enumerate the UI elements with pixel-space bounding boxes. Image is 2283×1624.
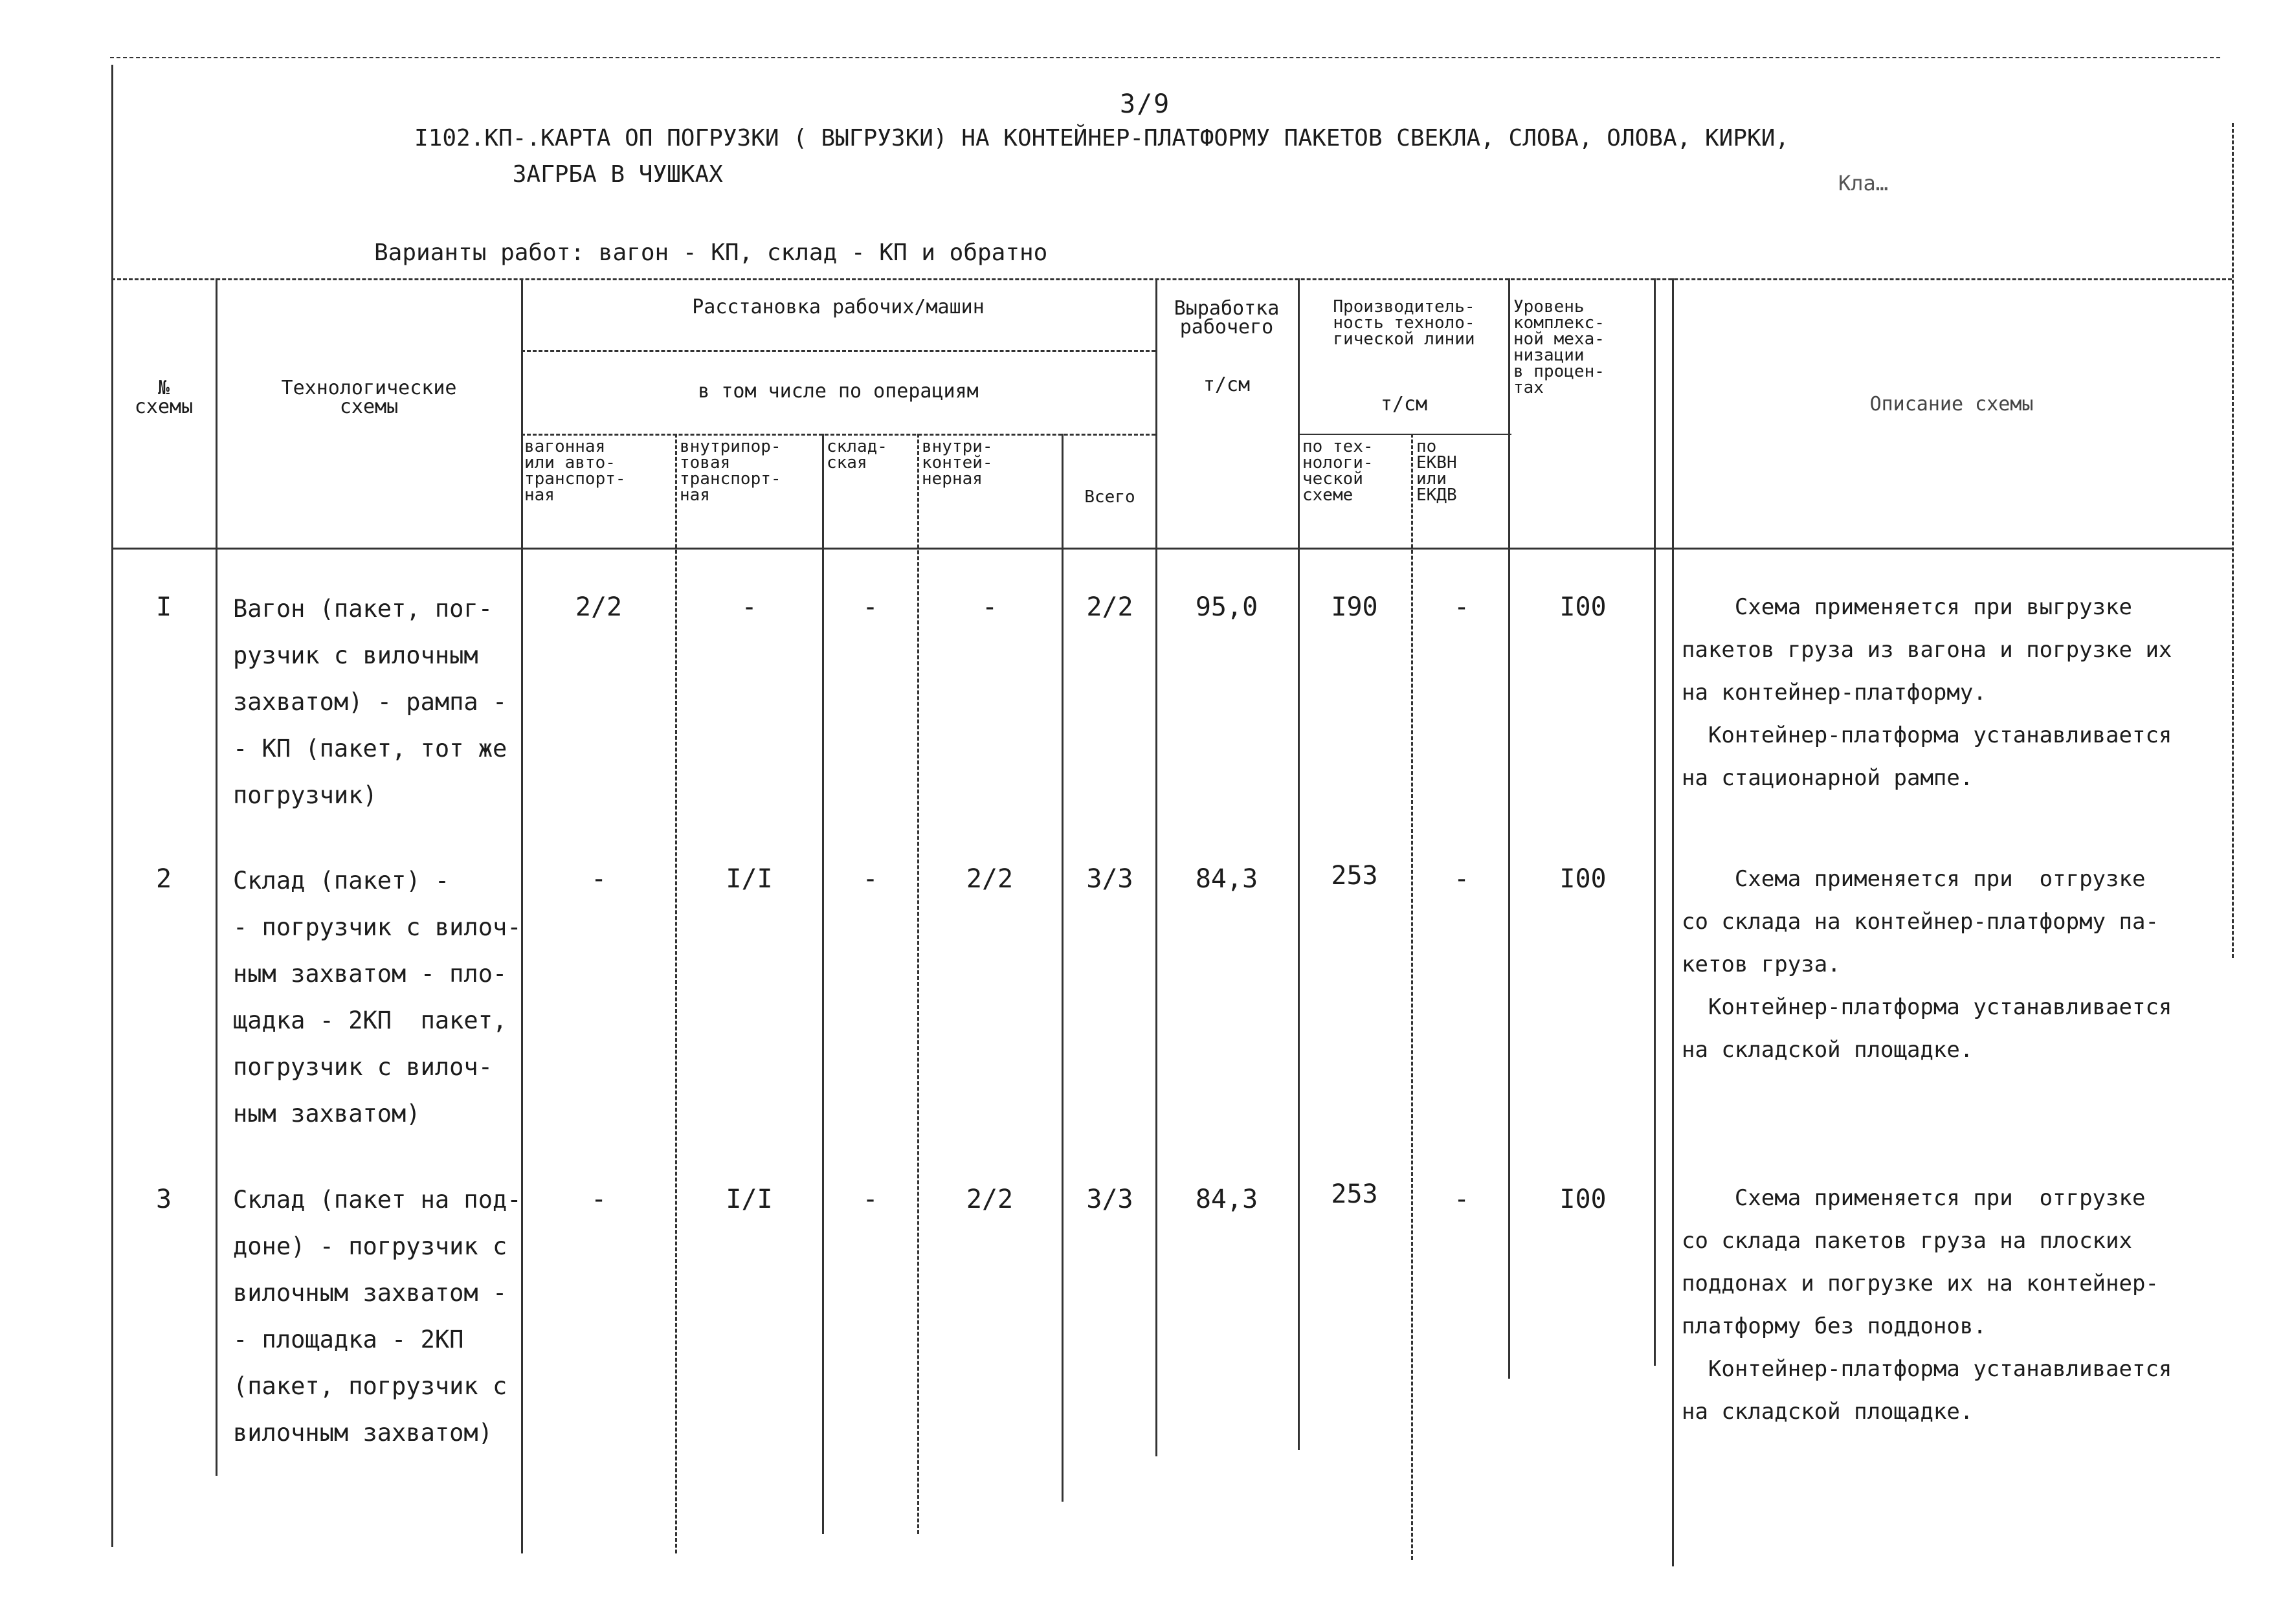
page-number: 3/9: [1120, 89, 1171, 119]
col-line-11: [1654, 278, 1656, 1366]
row1-intraport: -: [741, 592, 757, 622]
header-mid-line: [521, 350, 1155, 352]
row2-intracontainer: 2/2: [966, 864, 1014, 894]
header-intraport: внутрипор- товая транспорт- ная: [680, 437, 781, 505]
header-scheme-no: № схемы: [134, 377, 194, 418]
row1-prod-tech: I90: [1331, 592, 1378, 622]
row3-no: 3: [155, 1185, 172, 1214]
header-output: Выработка рабочего: [1174, 297, 1280, 339]
table-top-line: [111, 278, 2232, 280]
variant-value: вагон - КП, склад - КП и обратно: [598, 239, 1048, 266]
row1-no: I: [155, 592, 172, 622]
header-by-ekvn: по ЕКВН или ЕКДВ: [1416, 437, 1457, 505]
header-output-unit: т/см: [1203, 373, 1251, 396]
header-sub-line: [521, 434, 1155, 436]
row1-prod-ekvn: -: [1453, 592, 1470, 622]
col-line-7: [1155, 278, 1157, 1456]
header-intracontainer: внутри- контей- нерная: [922, 437, 993, 489]
row2-warehouse: -: [862, 864, 878, 894]
row1-note: Схема применяется при выгрузке пакетов груза из вагона и погрузке их на контейнер-платформу. Контейнер-платформа устанавливается на стационарной рампе.: [1682, 594, 2172, 791]
row2-prod-ekvn: -: [1453, 864, 1470, 894]
header-bottom-line: [111, 548, 2232, 550]
row3-total: 3/3: [1086, 1185, 1133, 1214]
row3-wagon: -: [590, 1185, 607, 1214]
row1-scheme: Вагон (пакет, пог- рузчик с вилочным захватом) - рампа - - КП (пакет, тот же погрузчик): [233, 595, 507, 809]
productivity-sub-line: [1298, 434, 1511, 435]
row3-intracontainer: 2/2: [966, 1185, 1014, 1214]
row2-wagon: -: [590, 864, 607, 894]
col-line-4: [822, 434, 824, 1534]
row3-scheme: Склад (пакет на под- доне) - погрузчик с вилочным захватом - - площадка - 2КП (пакет, погрузчик с вилочным захватом): [233, 1186, 522, 1447]
col-line-12: [1672, 278, 1674, 1566]
row1-wagon: 2/2: [575, 592, 623, 622]
top-border-line: [110, 57, 2220, 58]
header-productivity-unit: т/см: [1380, 393, 1428, 416]
row2-intraport: I/I: [726, 864, 773, 894]
header-productivity: Производитель- ность техноло- гической линии: [1333, 297, 1475, 349]
col-line-5: [917, 434, 919, 1534]
row3-mech: I00: [1559, 1185, 1607, 1214]
header-warehouse: склад- ская: [827, 437, 887, 473]
row1-total: 2/2: [1086, 592, 1133, 622]
row3-intraport: I/I: [726, 1185, 773, 1214]
row2-mech: I00: [1559, 864, 1607, 894]
row1-mech: I00: [1559, 592, 1607, 622]
col-line-10: [1508, 278, 1510, 1379]
document-title: [414, 120, 1789, 193]
variant-label: Варианты работ:: [374, 239, 585, 266]
work-variants: [374, 239, 1047, 266]
row3-output: 84,3: [1195, 1185, 1258, 1214]
row2-scheme: Склад (пакет) - - погрузчик с вилоч- ным захватом - пло- щадка - 2КП пакет, погрузчик с вилоч- ным захватом): [233, 867, 522, 1128]
row1-output: 95,0: [1195, 592, 1258, 622]
annex-label: Кла…: [1838, 171, 1889, 195]
header-placement: Расстановка рабочих/машин: [692, 296, 985, 318]
col-line-8: [1298, 278, 1300, 1450]
frame-right-line: [2232, 123, 2234, 958]
row3-note: Схема применяется при отгрузке со склада пакетов груза на плоских поддонах и погрузке их на контейнер- платформу без поддонов. Контейнер-платформа устанавливается на складской площадке.: [1682, 1185, 2172, 1425]
col-line-3: [675, 434, 677, 1553]
row3-prod-ekvn: -: [1453, 1185, 1470, 1214]
row2-output: 84,3: [1195, 864, 1258, 894]
header-by-operations: в том числе по операциям: [698, 380, 979, 403]
header-by-tech-scheme: по тех- нологи- ческой схеме: [1302, 437, 1374, 505]
row1-intracontainer: -: [981, 592, 998, 622]
row1-warehouse: -: [862, 592, 878, 622]
title-line-1: I102.КП-.КАРТА ОП ПОГРУЗКИ ( ВЫГРУЗКИ) НА КОНТЕЙНЕР-ПЛАТФОРМУ ПАКЕТОВ СВЕКЛА, СЛОВА, ОЛОВА, КИРКИ,: [414, 125, 1790, 151]
row2-prod-tech: 253: [1331, 861, 1378, 891]
row2-no: 2: [155, 864, 172, 894]
row2-note: Схема применяется при отгрузке со склада на контейнер-платформу па- кетов груза. Контейнер-платформа устанавливается на складской площадке.: [1682, 866, 2172, 1063]
frame-left-line: [111, 65, 113, 1547]
header-total: Всего: [1084, 487, 1135, 507]
header-description: Описание схемы: [1869, 393, 2034, 416]
row3-warehouse: -: [862, 1185, 878, 1214]
header-mech-level: Уровень комплекс- ной меха- низации в процен- тах: [1513, 297, 1605, 397]
col-line-6: [1062, 434, 1064, 1502]
row3-prod-tech: 253: [1331, 1179, 1378, 1209]
title-line-2: ЗАГРБА В ЧУШКАХ: [512, 161, 723, 188]
col-line-9: [1411, 434, 1413, 1560]
header-tech-schemes: Технологические схемы: [281, 377, 457, 418]
header-wagon: вагонная или авто- транспорт- ная: [524, 437, 626, 505]
col-line-1: [216, 278, 217, 1476]
row2-total: 3/3: [1086, 864, 1133, 894]
